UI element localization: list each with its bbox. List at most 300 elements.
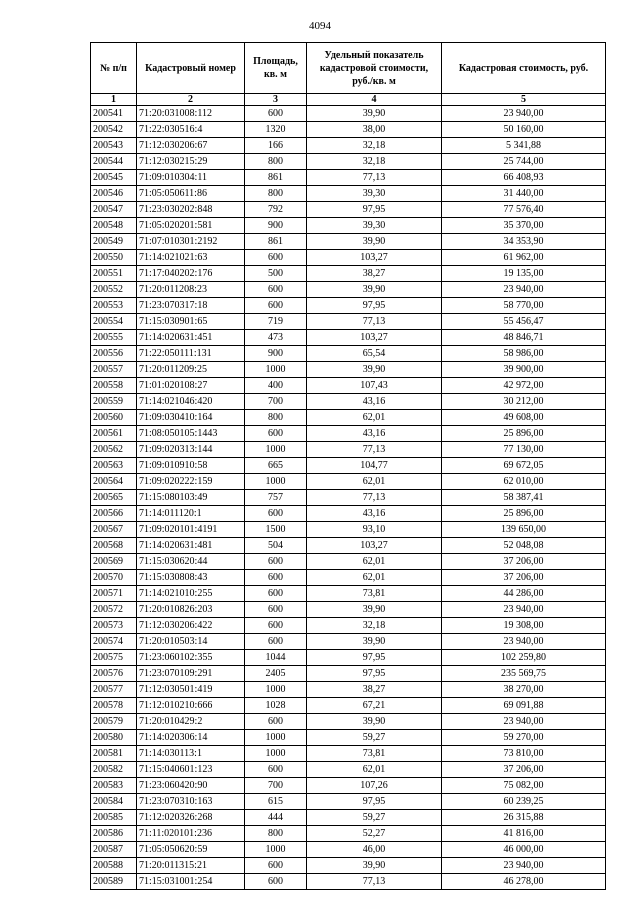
cell-index: 200568 <box>91 538 137 554</box>
table-row <box>91 458 606 474</box>
table-row <box>91 410 606 426</box>
cell-index: 200558 <box>91 378 137 394</box>
column-number: 3 <box>245 94 307 106</box>
cell-unit-rate: 39,90 <box>307 634 442 650</box>
cell-cadastral-number: 71:05:050611:86 <box>137 186 245 202</box>
cell-area: 444 <box>245 810 307 826</box>
cell-unit-rate: 103,27 <box>307 330 442 346</box>
table-row <box>91 202 606 218</box>
table-row <box>91 794 606 810</box>
header-index: № п/п <box>91 43 137 94</box>
cell-cadastral-cost: 39 900,00 <box>442 362 606 378</box>
cell-area: 600 <box>245 506 307 522</box>
cell-unit-rate: 73,81 <box>307 746 442 762</box>
table-row <box>91 490 606 506</box>
cell-cadastral-cost: 48 846,71 <box>442 330 606 346</box>
cell-unit-rate: 77,13 <box>307 490 442 506</box>
cell-index: 200555 <box>91 330 137 346</box>
cell-area: 1000 <box>245 474 307 490</box>
table-row <box>91 618 606 634</box>
cell-area: 1000 <box>245 362 307 378</box>
table-row <box>91 762 606 778</box>
table-row <box>91 186 606 202</box>
cell-cadastral-cost: 30 212,00 <box>442 394 606 410</box>
cell-cadastral-number: 71:22:050111:131 <box>137 346 245 362</box>
cell-index: 200587 <box>91 842 137 858</box>
cell-area: 665 <box>245 458 307 474</box>
cell-cadastral-cost: 69 672,05 <box>442 458 606 474</box>
cell-cadastral-number: 71:09:020222:159 <box>137 474 245 490</box>
cell-cadastral-cost: 66 408,93 <box>442 170 606 186</box>
cell-cadastral-number: 71:15:031001:254 <box>137 874 245 890</box>
cell-area: 600 <box>245 250 307 266</box>
cell-index: 200571 <box>91 586 137 602</box>
cell-cadastral-number: 71:12:020326:268 <box>137 810 245 826</box>
table-row <box>91 474 606 490</box>
cell-index: 200547 <box>91 202 137 218</box>
column-number: 1 <box>91 94 137 106</box>
table-row <box>91 554 606 570</box>
header-cadastral-cost: Кадастровая стоимость, руб. <box>442 43 606 94</box>
cell-cadastral-cost: 37 206,00 <box>442 554 606 570</box>
table-row <box>91 586 606 602</box>
table-row <box>91 106 606 122</box>
cell-cadastral-number: 71:20:010826:203 <box>137 602 245 618</box>
cell-unit-rate: 38,27 <box>307 682 442 698</box>
cell-unit-rate: 77,13 <box>307 874 442 890</box>
cell-area: 792 <box>245 202 307 218</box>
cell-index: 200573 <box>91 618 137 634</box>
cell-index: 200542 <box>91 122 137 138</box>
table-row <box>91 298 606 314</box>
header-cadastral-number: Кадастровый номер <box>137 43 245 94</box>
cell-area: 500 <box>245 266 307 282</box>
cell-cadastral-number: 71:14:021021:63 <box>137 250 245 266</box>
cell-index: 200585 <box>91 810 137 826</box>
cell-area: 600 <box>245 874 307 890</box>
cell-cadastral-number: 71:05:020201:581 <box>137 218 245 234</box>
cell-area: 600 <box>245 106 307 122</box>
cell-index: 200570 <box>91 570 137 586</box>
cell-index: 200544 <box>91 154 137 170</box>
cell-index: 200560 <box>91 410 137 426</box>
cell-cadastral-cost: 41 816,00 <box>442 826 606 842</box>
cell-index: 200584 <box>91 794 137 810</box>
table-row <box>91 394 606 410</box>
cell-cadastral-number: 71:12:030206:422 <box>137 618 245 634</box>
cell-cadastral-cost: 38 270,00 <box>442 682 606 698</box>
cell-unit-rate: 39,90 <box>307 234 442 250</box>
column-number: 2 <box>137 94 245 106</box>
cell-cadastral-number: 71:23:070109:291 <box>137 666 245 682</box>
table-row <box>91 378 606 394</box>
cell-area: 473 <box>245 330 307 346</box>
cell-index: 200564 <box>91 474 137 490</box>
cell-area: 700 <box>245 394 307 410</box>
cell-cadastral-number: 71:05:050620:59 <box>137 842 245 858</box>
cell-unit-rate: 39,90 <box>307 106 442 122</box>
cell-area: 1000 <box>245 442 307 458</box>
table-row <box>91 426 606 442</box>
cell-index: 200586 <box>91 826 137 842</box>
cell-index: 200552 <box>91 282 137 298</box>
table-row <box>91 522 606 538</box>
cell-unit-rate: 62,01 <box>307 474 442 490</box>
header-row <box>91 43 606 94</box>
cell-unit-rate: 39,90 <box>307 282 442 298</box>
cell-unit-rate: 104,77 <box>307 458 442 474</box>
cell-cadastral-cost: 25 896,00 <box>442 426 606 442</box>
cell-cadastral-number: 71:15:030620:44 <box>137 554 245 570</box>
cell-unit-rate: 59,27 <box>307 730 442 746</box>
cell-index: 200553 <box>91 298 137 314</box>
cell-index: 200589 <box>91 874 137 890</box>
cell-cadastral-number: 71:11:020101:236 <box>137 826 245 842</box>
cell-unit-rate: 67,21 <box>307 698 442 714</box>
table-row <box>91 570 606 586</box>
cell-area: 600 <box>245 762 307 778</box>
table-row <box>91 506 606 522</box>
table-row <box>91 138 606 154</box>
cell-area: 1320 <box>245 122 307 138</box>
table-row <box>91 810 606 826</box>
cell-index: 200577 <box>91 682 137 698</box>
cell-index: 200579 <box>91 714 137 730</box>
cell-unit-rate: 73,81 <box>307 586 442 602</box>
cell-unit-rate: 93,10 <box>307 522 442 538</box>
cell-index: 200548 <box>91 218 137 234</box>
cell-cadastral-cost: 42 972,00 <box>442 378 606 394</box>
cell-cadastral-number: 71:07:010301:2192 <box>137 234 245 250</box>
table-row <box>91 282 606 298</box>
cell-cadastral-cost: 23 940,00 <box>442 282 606 298</box>
cell-area: 757 <box>245 490 307 506</box>
cell-area: 600 <box>245 282 307 298</box>
cell-area: 600 <box>245 586 307 602</box>
cell-cadastral-cost: 19 308,00 <box>442 618 606 634</box>
cell-cadastral-number: 71:12:030501:419 <box>137 682 245 698</box>
cell-index: 200574 <box>91 634 137 650</box>
cell-cadastral-cost: 5 341,88 <box>442 138 606 154</box>
cell-cadastral-number: 71:14:020306:14 <box>137 730 245 746</box>
cell-unit-rate: 103,27 <box>307 538 442 554</box>
cell-cadastral-number: 71:23:070317:18 <box>137 298 245 314</box>
cell-index: 200551 <box>91 266 137 282</box>
table-row <box>91 602 606 618</box>
cell-area: 861 <box>245 234 307 250</box>
cell-unit-rate: 39,90 <box>307 858 442 874</box>
table-row <box>91 154 606 170</box>
cell-index: 200575 <box>91 650 137 666</box>
cadastral-table <box>90 42 606 890</box>
cell-index: 200556 <box>91 346 137 362</box>
cell-unit-rate: 32,18 <box>307 618 442 634</box>
cell-index: 200554 <box>91 314 137 330</box>
header-area: Площадь, кв. м <box>245 43 307 94</box>
cell-area: 1000 <box>245 682 307 698</box>
cell-cadastral-cost: 37 206,00 <box>442 570 606 586</box>
cell-area: 1028 <box>245 698 307 714</box>
cell-unit-rate: 39,90 <box>307 602 442 618</box>
cell-cadastral-cost: 102 259,80 <box>442 650 606 666</box>
cell-area: 1000 <box>245 746 307 762</box>
cell-cadastral-number: 71:12:010210:666 <box>137 698 245 714</box>
cell-cadastral-number: 71:20:011209:25 <box>137 362 245 378</box>
cell-cadastral-cost: 58 986,00 <box>442 346 606 362</box>
cell-index: 200562 <box>91 442 137 458</box>
cell-cadastral-number: 71:14:021010:255 <box>137 586 245 602</box>
cell-area: 600 <box>245 714 307 730</box>
table-row <box>91 266 606 282</box>
table-row <box>91 362 606 378</box>
cell-area: 900 <box>245 346 307 362</box>
cell-index: 200581 <box>91 746 137 762</box>
cell-index: 200588 <box>91 858 137 874</box>
cell-area: 166 <box>245 138 307 154</box>
cell-index: 200567 <box>91 522 137 538</box>
cell-area: 861 <box>245 170 307 186</box>
cell-cadastral-cost: 23 940,00 <box>442 106 606 122</box>
cell-unit-rate: 62,01 <box>307 570 442 586</box>
cell-cadastral-cost: 25 744,00 <box>442 154 606 170</box>
cell-cadastral-number: 71:09:010304:11 <box>137 170 245 186</box>
table-row <box>91 874 606 890</box>
table-body <box>91 106 606 890</box>
cell-unit-rate: 39,30 <box>307 186 442 202</box>
cell-cadastral-number: 71:15:080103:49 <box>137 490 245 506</box>
cell-index: 200580 <box>91 730 137 746</box>
cell-cadastral-number: 71:20:010429:2 <box>137 714 245 730</box>
table-row <box>91 634 606 650</box>
cell-cadastral-cost: 44 286,00 <box>442 586 606 602</box>
table-row <box>91 730 606 746</box>
page-number: 4094 <box>309 20 331 32</box>
cell-cadastral-cost: 58 770,00 <box>442 298 606 314</box>
cell-unit-rate: 38,27 <box>307 266 442 282</box>
table-row <box>91 330 606 346</box>
column-number-row <box>91 94 606 106</box>
cell-cadastral-number: 71:09:010910:58 <box>137 458 245 474</box>
cell-unit-rate: 39,30 <box>307 218 442 234</box>
cell-cadastral-number: 71:14:020631:451 <box>137 330 245 346</box>
cell-cadastral-number: 71:09:020313:144 <box>137 442 245 458</box>
cell-cadastral-cost: 35 370,00 <box>442 218 606 234</box>
table-row <box>91 170 606 186</box>
cell-area: 2405 <box>245 666 307 682</box>
cell-area: 600 <box>245 570 307 586</box>
cell-cadastral-cost: 75 082,00 <box>442 778 606 794</box>
cell-cadastral-number: 71:14:011120:1 <box>137 506 245 522</box>
cell-index: 200563 <box>91 458 137 474</box>
table-row <box>91 858 606 874</box>
cell-area: 719 <box>245 314 307 330</box>
cell-cadastral-cost: 52 048,08 <box>442 538 606 554</box>
cell-cadastral-cost: 50 160,00 <box>442 122 606 138</box>
cell-index: 200545 <box>91 170 137 186</box>
cell-cadastral-number: 71:23:060420:90 <box>137 778 245 794</box>
cell-cadastral-cost: 49 608,00 <box>442 410 606 426</box>
cell-index: 200576 <box>91 666 137 682</box>
table-row <box>91 650 606 666</box>
cell-area: 1500 <box>245 522 307 538</box>
cell-index: 200578 <box>91 698 137 714</box>
cell-area: 600 <box>245 298 307 314</box>
cell-cadastral-cost: 59 270,00 <box>442 730 606 746</box>
cell-cadastral-cost: 235 569,75 <box>442 666 606 682</box>
table-row <box>91 826 606 842</box>
table-row <box>91 714 606 730</box>
cell-cadastral-number: 71:14:021046:420 <box>137 394 245 410</box>
cell-area: 800 <box>245 186 307 202</box>
cell-index: 200549 <box>91 234 137 250</box>
cell-unit-rate: 52,27 <box>307 826 442 842</box>
cell-cadastral-number: 71:20:011315:21 <box>137 858 245 874</box>
cell-area: 600 <box>245 618 307 634</box>
table-row <box>91 234 606 250</box>
cell-index: 200569 <box>91 554 137 570</box>
cell-cadastral-number: 71:20:011208:23 <box>137 282 245 298</box>
cell-index: 200566 <box>91 506 137 522</box>
cell-unit-rate: 97,95 <box>307 794 442 810</box>
column-number: 4 <box>307 94 442 106</box>
cell-index: 200561 <box>91 426 137 442</box>
cell-area: 700 <box>245 778 307 794</box>
cell-index: 200565 <box>91 490 137 506</box>
cell-unit-rate: 43,16 <box>307 426 442 442</box>
cell-cadastral-number: 71:20:031008:112 <box>137 106 245 122</box>
table-row <box>91 250 606 266</box>
cell-cadastral-cost: 46 000,00 <box>442 842 606 858</box>
cell-index: 200550 <box>91 250 137 266</box>
cell-cadastral-cost: 77 130,00 <box>442 442 606 458</box>
cell-cadastral-number: 71:23:070310:163 <box>137 794 245 810</box>
cell-cadastral-cost: 25 896,00 <box>442 506 606 522</box>
cell-cadastral-number: 71:20:010503:14 <box>137 634 245 650</box>
cell-unit-rate: 107,43 <box>307 378 442 394</box>
cell-cadastral-number: 71:15:040601:123 <box>137 762 245 778</box>
table-row <box>91 218 606 234</box>
cell-area: 900 <box>245 218 307 234</box>
cell-area: 600 <box>245 602 307 618</box>
cell-cadastral-number: 71:23:030202:848 <box>137 202 245 218</box>
cell-cadastral-cost: 23 940,00 <box>442 602 606 618</box>
cell-cadastral-cost: 31 440,00 <box>442 186 606 202</box>
cell-unit-rate: 77,13 <box>307 442 442 458</box>
cell-index: 200546 <box>91 186 137 202</box>
cell-cadastral-cost: 62 010,00 <box>442 474 606 490</box>
cell-cadastral-cost: 23 940,00 <box>442 858 606 874</box>
cell-cadastral-cost: 34 353,90 <box>442 234 606 250</box>
cell-area: 1000 <box>245 730 307 746</box>
cell-area: 1044 <box>245 650 307 666</box>
cell-cadastral-number: 71:14:020631:481 <box>137 538 245 554</box>
cell-cadastral-cost: 58 387,41 <box>442 490 606 506</box>
cell-unit-rate: 97,95 <box>307 666 442 682</box>
table-row <box>91 538 606 554</box>
table-row <box>91 682 606 698</box>
cell-unit-rate: 39,90 <box>307 362 442 378</box>
cell-index: 200572 <box>91 602 137 618</box>
table-row <box>91 842 606 858</box>
cell-index: 200541 <box>91 106 137 122</box>
cell-cadastral-cost: 73 810,00 <box>442 746 606 762</box>
cell-cadastral-number: 71:15:030808:43 <box>137 570 245 586</box>
cell-cadastral-number: 71:09:020101:4191 <box>137 522 245 538</box>
cell-cadastral-number: 71:09:030410:164 <box>137 410 245 426</box>
cell-area: 600 <box>245 426 307 442</box>
table-row <box>91 746 606 762</box>
table-row <box>91 442 606 458</box>
cell-cadastral-cost: 23 940,00 <box>442 714 606 730</box>
cell-unit-rate: 97,95 <box>307 298 442 314</box>
cell-area: 1000 <box>245 842 307 858</box>
table-row <box>91 314 606 330</box>
cell-unit-rate: 32,18 <box>307 154 442 170</box>
cell-cadastral-cost: 61 962,00 <box>442 250 606 266</box>
cell-area: 400 <box>245 378 307 394</box>
cell-unit-rate: 39,90 <box>307 714 442 730</box>
cell-cadastral-cost: 46 278,00 <box>442 874 606 890</box>
cell-cadastral-cost: 19 135,00 <box>442 266 606 282</box>
cell-cadastral-cost: 69 091,88 <box>442 698 606 714</box>
cell-cadastral-cost: 37 206,00 <box>442 762 606 778</box>
cell-index: 200559 <box>91 394 137 410</box>
cell-cadastral-number: 71:17:040202:176 <box>137 266 245 282</box>
cell-unit-rate: 103,27 <box>307 250 442 266</box>
cell-area: 615 <box>245 794 307 810</box>
cell-index: 200582 <box>91 762 137 778</box>
cell-cadastral-number: 71:01:020108:27 <box>137 378 245 394</box>
cell-area: 600 <box>245 554 307 570</box>
cell-cadastral-cost: 139 650,00 <box>442 522 606 538</box>
table-row <box>91 698 606 714</box>
header-unit-rate: Удельный показатель кадастровой стоимости, руб./кв. м <box>307 43 442 94</box>
cell-index: 200543 <box>91 138 137 154</box>
cell-cadastral-cost: 60 239,25 <box>442 794 606 810</box>
cell-area: 600 <box>245 634 307 650</box>
table-row <box>91 346 606 362</box>
cell-unit-rate: 62,01 <box>307 554 442 570</box>
cell-cadastral-number: 71:08:050105:1443 <box>137 426 245 442</box>
cell-area: 504 <box>245 538 307 554</box>
cell-area: 800 <box>245 154 307 170</box>
cell-unit-rate: 46,00 <box>307 842 442 858</box>
cell-cadastral-number: 71:12:030215:29 <box>137 154 245 170</box>
table-row <box>91 666 606 682</box>
cell-unit-rate: 62,01 <box>307 410 442 426</box>
cell-unit-rate: 59,27 <box>307 810 442 826</box>
cell-index: 200557 <box>91 362 137 378</box>
cell-area: 800 <box>245 826 307 842</box>
cell-unit-rate: 97,95 <box>307 650 442 666</box>
column-number: 5 <box>442 94 606 106</box>
cell-cadastral-cost: 55 456,47 <box>442 314 606 330</box>
table-row <box>91 122 606 138</box>
cell-unit-rate: 38,00 <box>307 122 442 138</box>
cell-cadastral-number: 71:12:030206:67 <box>137 138 245 154</box>
cell-cadastral-cost: 26 315,88 <box>442 810 606 826</box>
cell-area: 800 <box>245 410 307 426</box>
cell-unit-rate: 77,13 <box>307 170 442 186</box>
cell-unit-rate: 32,18 <box>307 138 442 154</box>
cell-unit-rate: 62,01 <box>307 762 442 778</box>
cell-cadastral-number: 71:15:030901:65 <box>137 314 245 330</box>
cell-cadastral-number: 71:14:030113:1 <box>137 746 245 762</box>
table-row <box>91 778 606 794</box>
cell-index: 200583 <box>91 778 137 794</box>
cell-cadastral-number: 71:22:030516:4 <box>137 122 245 138</box>
cell-unit-rate: 97,95 <box>307 202 442 218</box>
